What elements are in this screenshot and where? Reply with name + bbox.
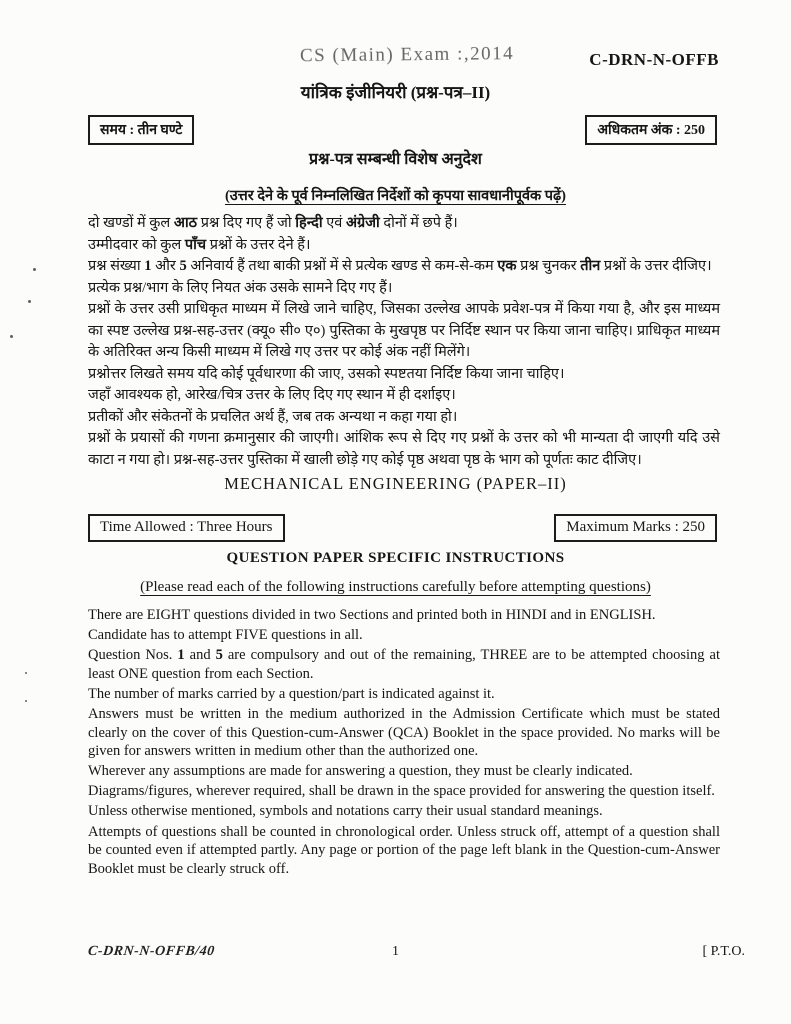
maximum-marks-box-hindi: अधिकतम अंक : 250	[585, 115, 717, 145]
time-allowed-box-hindi: समय : तीन घण्टे	[88, 115, 194, 145]
time-allowed-box: Time Allowed : Three Hours	[88, 514, 285, 542]
instruction-paragraph: Answers must be written in the medium authorized in the Admission Certificate which must be stated clearly on the cover of this Question-cum-Answer (QCA) Booklet in the space provided. No marks will be given for answers written in medium other than the authorized one.	[88, 705, 720, 760]
instruction-paragraph: प्रश्नों के प्रयासों की गणना क्रमानुसार की जाएगी। आंशिक रूप से दिए गए प्रश्नों के उत्तर को भी मान्यता दी जाएगी यदि उसे काटा न गया हो। प्रश्न-सह-उत्तर पुस्तिका में खाली छोड़े गए कोई पृष्ठ अथवा पृष्ठ के भाग को पूर्णतः काट दीजिए।	[88, 430, 720, 468]
instruction-paragraph: प्रश्नों के उत्तर उसी प्राधिकृत माध्यम में लिखे जाने चाहिए, जिसका उल्लेख आपके प्रवेश-पत्र में किया गया है, और इस माध्यम का स्पष्ट उल्लेख प्रश्न-सह-उत्तर (क्यू० सी० ए०) पुस्तिका के मुखपृष्ठ पर निर्दिष्ट स्थान पर किया जाना चाहिए। प्राधिकृत माध्यम के अतिरिक्त अन्य किसी माध्यम में लिखे गए उत्तर पर कोई अंक नहीं मिलेंगे।	[88, 301, 720, 360]
page-number: 1	[392, 944, 399, 959]
instruction-paragraph: जहाँ आवश्यक हो, आरेख/चित्र उत्तर के लिए दिए गए स्थान में ही दर्शाइए।	[88, 387, 456, 403]
instruction-paragraph: उम्मीदवार को कुल पाँच प्रश्नों के उत्तर देने हैं।	[88, 236, 311, 253]
english-instructions-heading: QUESTION PAPER SPECIFIC INSTRUCTIONS	[226, 550, 565, 566]
footer-booklet-code: C-DRN-N-OFFB/40	[87, 944, 216, 959]
english-instructions-note-text: (Please read each of the following instructions carefully before attempting questions)	[140, 579, 651, 595]
maximum-marks-box: Maximum Marks : 250	[554, 514, 717, 542]
english-instructions-list	[88, 606, 720, 880]
instruction-paragraph: प्रत्येक प्रश्न/भाग के लिए नियत अंक उसके सामने दिए गए हैं।	[88, 279, 393, 296]
instruction-paragraph: Question Nos. 1 and 5 are compulsory and out of the remaining, THREE are to be attempted choosing at least ONE question from each Section.	[88, 647, 720, 682]
instruction-paragraph: Unless otherwise mentioned, symbols and notations carry their usual standard meanings.	[88, 803, 603, 820]
hindi-instructions-heading: प्रश्न-पत्र सम्बन्धी विशेष अनुदेश	[309, 151, 482, 168]
hindi-instructions-list	[88, 213, 720, 471]
instruction-paragraph: The number of marks carried by a question/part is indicated against it.	[88, 685, 495, 702]
instruction-paragraph: दो खण्डों में कुल आठ प्रश्न दिए गए हैं जो हिन्दी एवं अंग्रेजी दोनों में छपे हैं।	[88, 215, 458, 231]
scan-artifact-dot	[25, 672, 27, 674]
hindi-instructions-note-text: (उत्तर देने के पूर्व निम्नलिखित निर्देशों को कृपया सावधानीपूर्वक पढ़ें)	[224, 188, 567, 204]
instruction-paragraph: प्रतीकों और संकेतनों के प्रचलित अर्थ हैं, जब तक अन्यथा न कहा गया हो।	[88, 408, 458, 425]
instruction-paragraph: There are EIGHT questions divided in two Sections and printed both in HINDI and in ENGLISH.	[88, 607, 656, 623]
instruction-paragraph: Diagrams/figures, wherever required, shall be drawn in the space provided for answering the question itself.	[88, 783, 715, 800]
scan-artifact-dot	[25, 700, 27, 702]
scan-artifact-dot	[28, 300, 31, 303]
paper-title-english: MECHANICAL ENGINEERING (PAPER–II)	[224, 474, 567, 493]
instruction-paragraph: Wherever any assumptions are made for answering a question, they must be clearly indicated.	[88, 763, 633, 780]
hindi-instructions-note	[0, 185, 791, 205]
instruction-paragraph: प्रश्नोत्तर लिखते समय यदि कोई पूर्वधारणा की जाए, उसको स्पष्टतया निर्दिष्ट किया जाना चाहिए।	[88, 365, 565, 382]
instruction-paragraph: Candidate has to attempt FIVE questions in all.	[88, 627, 363, 644]
paper-title-hindi: यांत्रिक इंजीनियरी (प्रश्न-पत्र–II)	[300, 83, 491, 102]
pto-label: [ P.T.O.	[702, 944, 745, 959]
scan-artifact-dot	[33, 268, 36, 271]
instruction-paragraph: Attempts of questions shall be counted in chronological order. Unless struck off, attempt of a question shall be counted even if attempted partly. Any page or portion of the page left blank in the Question-cum-Answer Booklet must be clearly struck off.	[88, 823, 720, 877]
exam-stamp: CS (Main) Exam :,2014	[299, 43, 515, 67]
english-instructions-note	[0, 579, 791, 596]
instruction-paragraph: प्रश्न संख्या 1 और 5 अनिवार्य हैं तथा बाकी प्रश्नों में से प्रत्येक खण्ड से कम-से-कम एक प्रश्न चुनकर तीन प्रश्नों के उत्तर दीजिए।	[88, 258, 712, 274]
booklet-code: C-DRN-N-OFFB	[589, 50, 719, 69]
scan-artifact-dot	[10, 335, 13, 338]
